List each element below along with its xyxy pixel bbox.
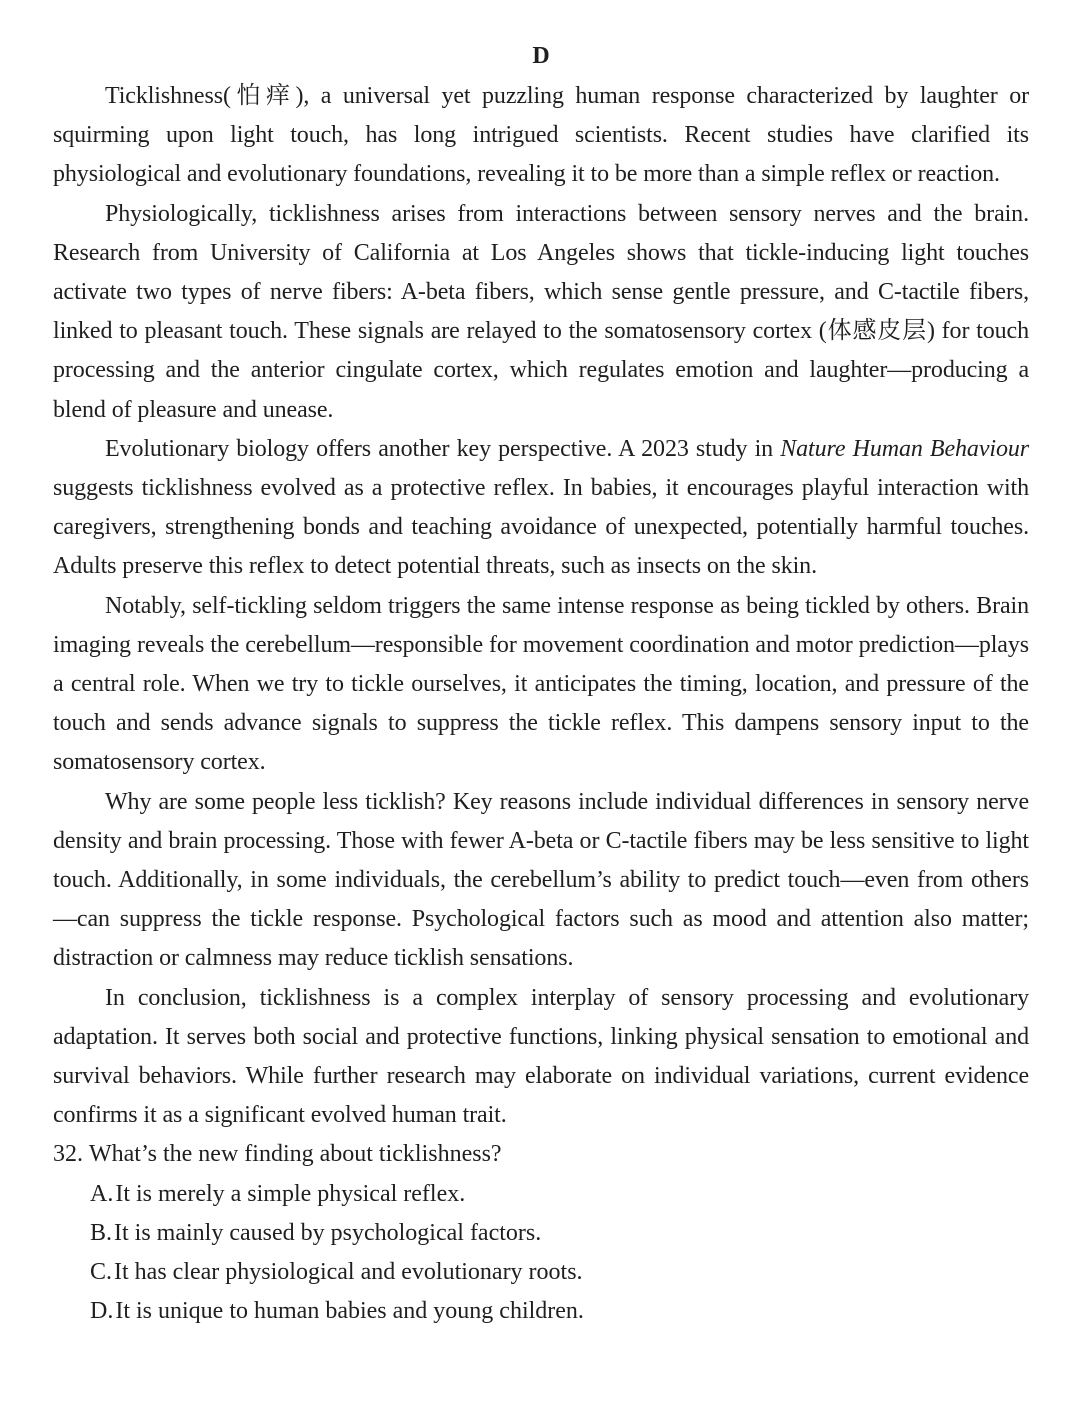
option-text: It is merely a simple physical reflex.	[115, 1180, 466, 1207]
paragraph-intro	[53, 77, 1029, 195]
option-a[interactable]	[53, 1175, 1029, 1214]
option-letter: A.	[90, 1180, 114, 1207]
paragraph-self-tickling	[53, 587, 1029, 783]
paragraph-text: Why are some people less ticklish? Key reasons include individual differences in sensory nerve density and brain processing. Those with fewer A-beta or C-tactile fibers may be less sensitive to light touch. Additionally, in some individuals, the cerebellum’s ability to predict touch—even from others—can suppress the tickle response. Psychological factors such as mood and attention also matter; distraction or calmness may reduce ticklish sensations.	[53, 788, 1029, 972]
paragraph-physiology	[53, 195, 1029, 430]
paragraph-text: In conclusion, ticklishness is a complex interplay of sensory processing and evolutionary adaptation. It serves both social and protective functions, linking physical sensation to emotional and survival behaviors. While further research may elaborate on individual variations, current evidence confirms it as a significant evolved human trait.	[53, 984, 1029, 1129]
option-letter: C.	[90, 1259, 113, 1286]
passage-label: D	[532, 43, 550, 69]
paragraph-evolution	[53, 430, 1029, 587]
journal-title: Nature Human Behaviour	[780, 435, 1029, 462]
option-b[interactable]	[53, 1214, 1029, 1253]
option-letter: D.	[90, 1298, 114, 1325]
option-d[interactable]	[53, 1292, 1029, 1331]
exam-page	[53, 38, 1029, 1332]
question-32	[53, 1135, 1029, 1174]
option-text: It has clear physiological and evolutionary roots.	[114, 1259, 583, 1286]
question-text: What’s the new finding about ticklishness?	[89, 1141, 502, 1168]
paragraph-text: Physiologically, ticklishness arises from interactions between sensory nerves and the brain. Research from University of California at Los Angeles shows that tickle-inducing light touches activate two types of nerve fibers: A-beta fibers, which sense gentle pressure, and C-tactile fibers, linked to pleasant touch. These signals are relayed to the somatosensory cortex (体感皮层) for touch processing and the anterior cingulate cortex, which regulates emotion and laughter—producing a blend of pleasure and unease.	[53, 200, 1029, 423]
answer-options	[53, 1175, 1029, 1332]
option-text: It is unique to human babies and young children.	[115, 1298, 584, 1325]
paragraph-text: Ticklishness(怕痒), a universal yet puzzling human response characterized by laughter or squirming upon light touch, has long intrigued scientists. Recent studies have clarified its physiological and evolutionary foundations, revealing it to be more than a simple reflex or reaction.	[53, 83, 1029, 188]
paragraph-conclusion	[53, 979, 1029, 1136]
paragraph-less-ticklish	[53, 783, 1029, 979]
question-number: 32.	[53, 1141, 83, 1168]
option-c[interactable]	[53, 1253, 1029, 1292]
option-letter: B.	[90, 1219, 113, 1246]
paragraph-text: Notably, self-tickling seldom triggers the same intense response as being tickled by others. Brain imaging reveals the cerebellum—responsible for movement coordination and motor prediction—plays a central role. When we try to tickle ourselves, it anticipates the timing, location, and pressure of the touch and sends advance signals to suppress the tickle reflex. This dampens sensory input to the somatosensory cortex.	[53, 592, 1029, 776]
option-text: It is mainly caused by psychological factors.	[114, 1219, 542, 1246]
paragraph-text: suggests ticklishness evolved as a protective reflex. In babies, it encourages playful interaction with caregivers, strengthening bonds and teaching avoidance of unexpected, potentially harmful touches. Adults preserve this reflex to detect potential threats, such as insects on the skin.	[53, 475, 1029, 580]
paragraph-text: Evolutionary biology offers another key perspective. A 2023 study in	[105, 435, 781, 462]
